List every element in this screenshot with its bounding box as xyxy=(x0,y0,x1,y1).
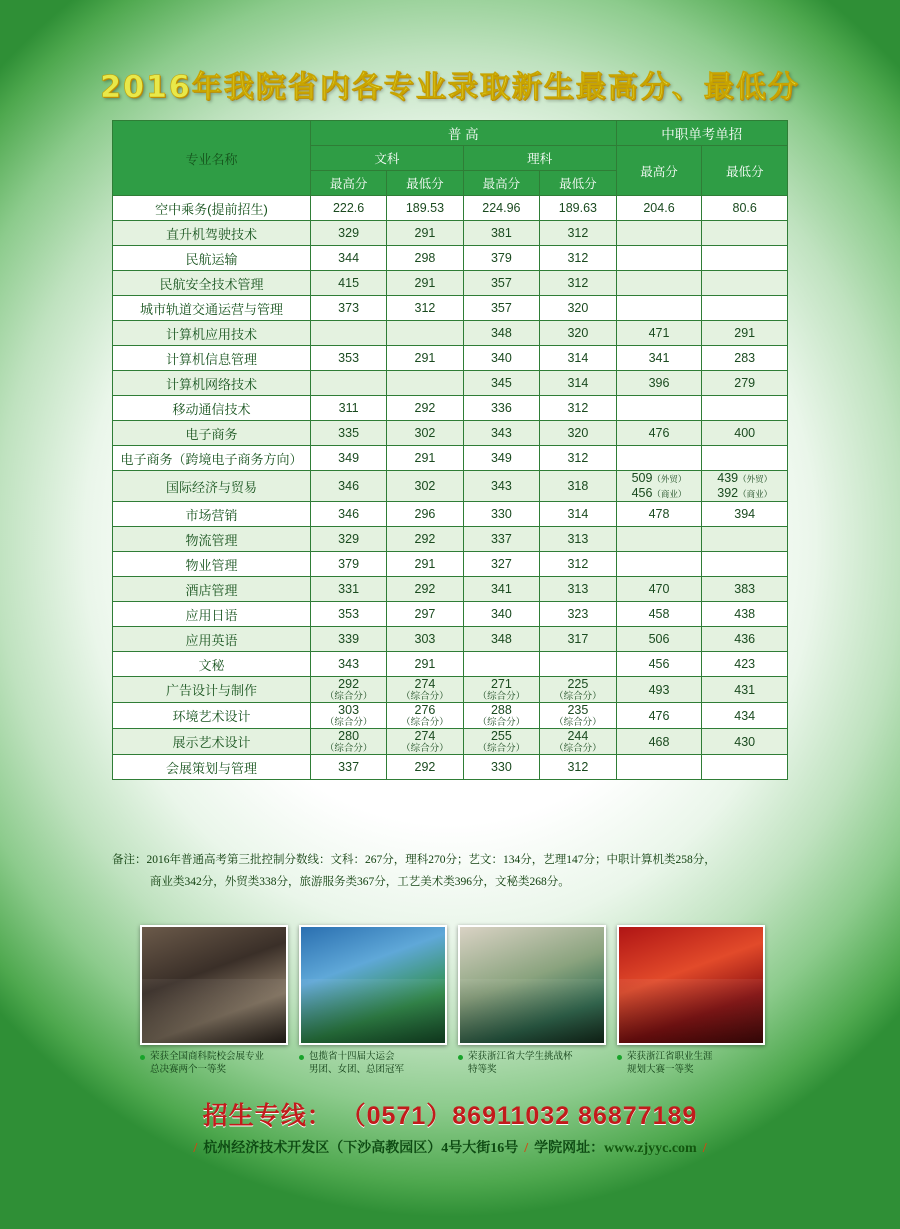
vocational-min-cell xyxy=(702,271,788,296)
science-max-cell: 357 xyxy=(463,271,539,296)
photo-item xyxy=(299,925,447,1077)
vocational-max-cell: 396 xyxy=(616,371,702,396)
science-min-cell: 312 xyxy=(540,552,616,577)
major-name-cell: 物业管理 xyxy=(113,552,311,577)
table-row xyxy=(113,471,788,502)
liberal-max-cell: 344 xyxy=(311,246,387,271)
photo-caption: 荣获全国商科院校会展专业 总决赛两个一等奖 xyxy=(140,1051,288,1077)
science-min-cell: 318 xyxy=(540,471,616,502)
vocational-max-cell xyxy=(616,527,702,552)
photo-3-image xyxy=(458,925,606,1045)
photo-caption: 荣获浙江省大学生挑战杯 特等奖 xyxy=(458,1051,606,1077)
table-row xyxy=(113,755,788,780)
photo-caption: 荣获浙江省职业生涯 规划大赛一等奖 xyxy=(617,1051,765,1077)
liberal-min-cell: 291 xyxy=(387,271,463,296)
liberal-min-cell: 302 xyxy=(387,421,463,446)
vocational-max-cell: 471 xyxy=(616,321,702,346)
liberal-max-cell: 331 xyxy=(311,577,387,602)
photo-1-image xyxy=(140,925,288,1045)
liberal-min-cell: 189.53 xyxy=(387,196,463,221)
science-max-cell: 349 xyxy=(463,446,539,471)
slash-divider-mid: / xyxy=(524,1141,529,1156)
liberal-min-cell: 291 xyxy=(387,652,463,677)
table-row xyxy=(113,729,788,755)
major-name-cell: 会展策划与管理 xyxy=(113,755,311,780)
science-min-cell: 235 （综合分） xyxy=(540,703,616,729)
score-suffix: （综合分） xyxy=(554,717,602,728)
liberal-max-cell: 339 xyxy=(311,627,387,652)
table-row xyxy=(113,446,788,471)
science-min-cell: 189.63 xyxy=(540,196,616,221)
science-max-cell: 345 xyxy=(463,371,539,396)
table-row xyxy=(113,502,788,527)
table-row xyxy=(113,246,788,271)
liberal-max-cell: 329 xyxy=(311,527,387,552)
header-science-min: 最低分 xyxy=(540,171,616,196)
liberal-max-cell: 346 xyxy=(311,502,387,527)
vocational-max-cell xyxy=(616,446,702,471)
liberal-min-cell: 292 xyxy=(387,755,463,780)
science-min-cell: 314 xyxy=(540,346,616,371)
header-liberal-min: 最低分 xyxy=(387,171,463,196)
science-min-cell: 312 xyxy=(540,396,616,421)
footnote xyxy=(112,849,802,893)
liberal-max-cell: 329 xyxy=(311,221,387,246)
science-min-cell: 312 xyxy=(540,446,616,471)
science-min-cell: 225 （综合分） xyxy=(540,677,616,703)
website-url: www.zjyyc.com xyxy=(604,1141,697,1156)
science-min-cell: 312 xyxy=(540,271,616,296)
photo-gallery xyxy=(140,925,765,1077)
liberal-max-cell: 379 xyxy=(311,552,387,577)
vocational-min-cell xyxy=(702,446,788,471)
science-min-cell: 320 xyxy=(540,321,616,346)
major-name-cell: 城市轨道交通运营与管理 xyxy=(113,296,311,321)
table-row xyxy=(113,421,788,446)
vocational-max-cell xyxy=(616,552,702,577)
photo-overlay xyxy=(460,979,604,1043)
vocational-max-cell xyxy=(616,271,702,296)
science-min-cell: 312 xyxy=(540,246,616,271)
photo-item xyxy=(458,925,606,1077)
science-max-cell: 330 xyxy=(463,755,539,780)
scores-table xyxy=(112,120,788,780)
slash-divider-right: / xyxy=(702,1141,707,1156)
vocational-max-cell xyxy=(616,246,702,271)
vocational-min-cell: 400 xyxy=(702,421,788,446)
science-min-cell xyxy=(540,652,616,677)
liberal-min-cell: 291 xyxy=(387,446,463,471)
photo-overlay xyxy=(619,979,763,1043)
liberal-max-cell: 349 xyxy=(311,446,387,471)
photo-2-image xyxy=(299,925,447,1045)
header-major: 专业名称 xyxy=(113,121,311,196)
liberal-max-cell xyxy=(311,321,387,346)
score-suffix: （综合分） xyxy=(554,743,602,754)
score-suffix: （综合分） xyxy=(477,743,526,754)
major-name-cell: 移动通信技术 xyxy=(113,396,311,421)
table-row xyxy=(113,221,788,246)
liberal-max-cell: 222.6 xyxy=(311,196,387,221)
table-row xyxy=(113,652,788,677)
table-row xyxy=(113,703,788,729)
liberal-min-cell: 274 （综合分） xyxy=(387,677,463,703)
vocational-min-cell xyxy=(702,246,788,271)
header-science-max: 最高分 xyxy=(463,171,539,196)
science-min-cell: 314 xyxy=(540,371,616,396)
liberal-max-cell: 346 xyxy=(311,471,387,502)
vocational-max-cell: 506 xyxy=(616,627,702,652)
major-name-cell: 展示艺术设计 xyxy=(113,729,311,755)
major-name-cell: 文秘 xyxy=(113,652,311,677)
major-name-cell: 计算机网络技术 xyxy=(113,371,311,396)
header-vocational: 中职单考单招 xyxy=(616,121,787,146)
website-label: 学院网址： xyxy=(534,1141,605,1156)
liberal-max-cell: 337 xyxy=(311,755,387,780)
major-name-cell: 民航安全技术管理 xyxy=(113,271,311,296)
major-name-cell: 直升机驾驶技术 xyxy=(113,221,311,246)
score-suffix: （综合分） xyxy=(401,717,449,728)
vocational-min-cell xyxy=(702,552,788,577)
liberal-min-cell: 292 xyxy=(387,527,463,552)
vocational-min-cell: 439（外贸） 392（商业） xyxy=(702,471,788,502)
table-row xyxy=(113,677,788,703)
science-max-cell: 381 xyxy=(463,221,539,246)
vocational-max-cell: 476 xyxy=(616,421,702,446)
vocational-min-cell xyxy=(702,296,788,321)
major-name-cell: 应用英语 xyxy=(113,627,311,652)
table-header xyxy=(113,121,788,196)
science-min-cell: 313 xyxy=(540,527,616,552)
science-min-cell: 312 xyxy=(540,221,616,246)
vocational-max-cell: 341 xyxy=(616,346,702,371)
science-min-cell: 320 xyxy=(540,296,616,321)
vocational-max-cell: 468 xyxy=(616,729,702,755)
science-min-cell: 317 xyxy=(540,627,616,652)
science-min-cell: 323 xyxy=(540,602,616,627)
score-suffix: （综合分） xyxy=(324,743,373,754)
liberal-min-cell: 291 xyxy=(387,552,463,577)
science-min-cell: 314 xyxy=(540,502,616,527)
footnote-line-2: 商业类342分，外贸类338分，旅游服务类367分，工艺美术类396分，文秘类268分。 xyxy=(150,876,570,888)
table-row xyxy=(113,527,788,552)
vocational-max-cell xyxy=(616,221,702,246)
major-name-cell: 国际经济与贸易 xyxy=(113,471,311,502)
vocational-min-cell xyxy=(702,527,788,552)
photo-overlay xyxy=(301,979,445,1043)
score-suffix: （综合分） xyxy=(554,691,602,702)
science-min-cell: 312 xyxy=(540,755,616,780)
liberal-min-cell: 302 xyxy=(387,471,463,502)
liberal-max-cell: 311 xyxy=(311,396,387,421)
table-row xyxy=(113,552,788,577)
liberal-min-cell: 292 xyxy=(387,396,463,421)
vocational-max-cell xyxy=(616,396,702,421)
vocational-max-cell: 470 xyxy=(616,577,702,602)
table-row xyxy=(113,296,788,321)
vocational-max-cell: 476 xyxy=(616,703,702,729)
liberal-min-cell: 298 xyxy=(387,246,463,271)
science-max-cell: 288 （综合分） xyxy=(463,703,539,729)
science-min-cell: 320 xyxy=(540,421,616,446)
major-name-cell: 民航运输 xyxy=(113,246,311,271)
score-suffix: （综合分） xyxy=(324,717,373,728)
footnote-line-1: 备注：2016年普通高考第三批控制分数线：文科：267分，理科270分；艺文：134分，艺理147分；中职计算机类258分， xyxy=(112,854,716,866)
photo-item xyxy=(617,925,765,1077)
vocational-min-cell: 283 xyxy=(702,346,788,371)
vocational-max-cell xyxy=(616,755,702,780)
vocational-min-cell: 291 xyxy=(702,321,788,346)
photo-item xyxy=(140,925,288,1077)
vocational-max-cell: 204.6 xyxy=(616,196,702,221)
liberal-max-cell: 373 xyxy=(311,296,387,321)
vocational-min-cell xyxy=(702,755,788,780)
vocational-max-cell: 458 xyxy=(616,602,702,627)
scores-table-container xyxy=(112,120,788,780)
table-row xyxy=(113,577,788,602)
table-row xyxy=(113,602,788,627)
photo-caption: 包揽省十四届大运会 男团、女团、总团冠军 xyxy=(299,1051,447,1077)
major-name-cell: 广告设计与制作 xyxy=(113,677,311,703)
science-max-cell: 357 xyxy=(463,296,539,321)
vocational-min-cell: 394 xyxy=(702,502,788,527)
liberal-max-cell: 292 （综合分） xyxy=(311,677,387,703)
liberal-min-cell: 303 xyxy=(387,627,463,652)
vocational-min-cell xyxy=(702,396,788,421)
liberal-min-cell: 274 （综合分） xyxy=(387,729,463,755)
table-row xyxy=(113,396,788,421)
liberal-max-cell: 353 xyxy=(311,602,387,627)
header-liberal: 文科 xyxy=(311,146,464,171)
table-row xyxy=(113,371,788,396)
science-max-cell: 330 xyxy=(463,502,539,527)
vocational-max-cell: 509（外贸） 456（商业） xyxy=(616,471,702,502)
liberal-max-cell: 415 xyxy=(311,271,387,296)
vocational-max-cell: 456 xyxy=(616,652,702,677)
vocational-min-cell: 434 xyxy=(702,703,788,729)
science-max-cell: 343 xyxy=(463,471,539,502)
slash-divider-left: / xyxy=(193,1141,198,1156)
major-name-cell: 电子商务 xyxy=(113,421,311,446)
table-row xyxy=(113,271,788,296)
vocational-min-cell: 430 xyxy=(702,729,788,755)
major-name-cell: 空中乘务(提前招生) xyxy=(113,196,311,221)
science-min-cell: 244 （综合分） xyxy=(540,729,616,755)
score-suffix: （综合分） xyxy=(477,717,526,728)
header-general: 普 高 xyxy=(311,121,617,146)
science-max-cell: 340 xyxy=(463,346,539,371)
science-max-cell: 343 xyxy=(463,421,539,446)
liberal-min-cell: 292 xyxy=(387,577,463,602)
major-name-cell: 市场营销 xyxy=(113,502,311,527)
science-max-cell xyxy=(463,652,539,677)
liberal-min-cell xyxy=(387,371,463,396)
score-suffix: （综合分） xyxy=(401,743,449,754)
science-max-cell: 340 xyxy=(463,602,539,627)
major-name-cell: 计算机信息管理 xyxy=(113,346,311,371)
liberal-min-cell: 312 xyxy=(387,296,463,321)
liberal-max-cell: 280 （综合分） xyxy=(311,729,387,755)
major-name-cell: 物流管理 xyxy=(113,527,311,552)
major-name-cell: 电子商务（跨境电子商务方向） xyxy=(113,446,311,471)
science-min-cell: 313 xyxy=(540,577,616,602)
vocational-min-cell: 431 xyxy=(702,677,788,703)
vocational-min-cell: 80.6 xyxy=(702,196,788,221)
science-max-cell: 224.96 xyxy=(463,196,539,221)
liberal-min-cell xyxy=(387,321,463,346)
table-row xyxy=(113,346,788,371)
vocational-max-cell xyxy=(616,296,702,321)
table-row xyxy=(113,321,788,346)
major-name-cell: 酒店管理 xyxy=(113,577,311,602)
vocational-min-cell: 423 xyxy=(702,652,788,677)
liberal-min-cell: 291 xyxy=(387,221,463,246)
vocational-max-cell: 478 xyxy=(616,502,702,527)
vocational-min-cell xyxy=(702,221,788,246)
vocational-min-cell: 436 xyxy=(702,627,788,652)
header-row-1 xyxy=(113,121,788,146)
liberal-max-cell: 353 xyxy=(311,346,387,371)
address-bar xyxy=(0,1137,900,1157)
liberal-max-cell: 303 （综合分） xyxy=(311,703,387,729)
header-vocational-min: 最低分 xyxy=(702,146,788,196)
score-suffix: （综合分） xyxy=(477,691,526,702)
address-text: 杭州经济技术开发区（下沙高教园区）4号大街16号 xyxy=(203,1141,519,1156)
table-body xyxy=(113,196,788,780)
science-max-cell: 255 （综合分） xyxy=(463,729,539,755)
liberal-min-cell: 296 xyxy=(387,502,463,527)
liberal-min-cell: 276 （综合分） xyxy=(387,703,463,729)
header-vocational-max: 最高分 xyxy=(616,146,702,196)
science-max-cell: 271 （综合分） xyxy=(463,677,539,703)
table-row xyxy=(113,196,788,221)
science-max-cell: 379 xyxy=(463,246,539,271)
science-max-cell: 348 xyxy=(463,321,539,346)
header-science: 理科 xyxy=(463,146,616,171)
photo-4-image xyxy=(617,925,765,1045)
major-name-cell: 环境艺术设计 xyxy=(113,703,311,729)
liberal-min-cell: 291 xyxy=(387,346,463,371)
table-row xyxy=(113,627,788,652)
vocational-min-cell: 383 xyxy=(702,577,788,602)
vocational-min-cell: 438 xyxy=(702,602,788,627)
science-max-cell: 337 xyxy=(463,527,539,552)
vocational-max-cell: 493 xyxy=(616,677,702,703)
liberal-max-cell: 335 xyxy=(311,421,387,446)
liberal-max-cell xyxy=(311,371,387,396)
liberal-max-cell: 343 xyxy=(311,652,387,677)
major-name-cell: 应用日语 xyxy=(113,602,311,627)
photo-overlay xyxy=(142,979,286,1043)
header-liberal-max: 最高分 xyxy=(311,171,387,196)
page-title: 2016年我院省内各专业录取新生最高分、最低分 xyxy=(100,70,800,105)
science-max-cell: 336 xyxy=(463,396,539,421)
vocational-min-cell: 279 xyxy=(702,371,788,396)
score-suffix: （综合分） xyxy=(401,691,449,702)
science-max-cell: 327 xyxy=(463,552,539,577)
liberal-min-cell: 297 xyxy=(387,602,463,627)
science-max-cell: 341 xyxy=(463,577,539,602)
admissions-hotline: 招生专线： （0571）86911032 86877189 xyxy=(202,1102,698,1130)
science-max-cell: 348 xyxy=(463,627,539,652)
score-suffix: （综合分） xyxy=(324,691,373,702)
major-name-cell: 计算机应用技术 xyxy=(113,321,311,346)
